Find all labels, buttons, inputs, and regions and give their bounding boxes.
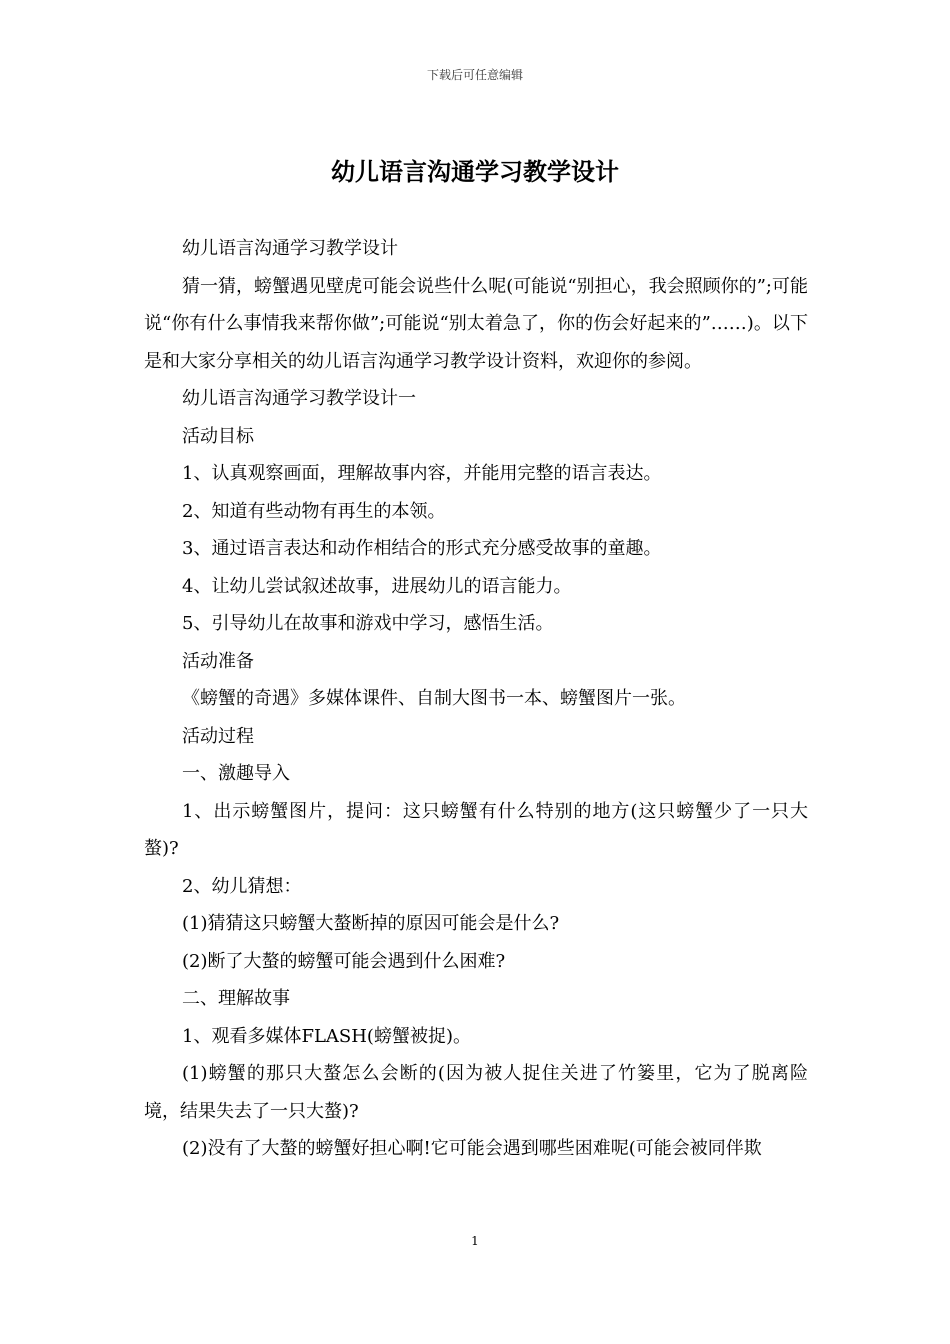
paragraph: 活动过程 — [182, 725, 254, 747]
paragraph: (1)螃蟹的那只大螯怎么会断的(因为被人捉住关进了竹篓里，它为了脱离险境，结果失去了一只大螯)? — [144, 1063, 808, 1122]
paragraph: 一、激趣导入 — [182, 763, 290, 784]
paragraph: 5、引导幼儿在故事和游戏中学习，感悟生活。 — [182, 613, 554, 634]
paragraph: 猜一猜，螃蟹遇见壁虎可能会说些什么呢(可能说“别担心，我会照顾你的”;可能说“你有什么事情我来帮你做”;可能说“别太着急了，你的伤会好起来的”……)。以下是和大家分享相关的幼儿语言沟通学习教学设计资料，欢迎你的参阅。 — [144, 275, 808, 372]
page-header-note: 下载后可任意编辑 — [426, 68, 523, 82]
paragraph: (2)断了大螯的螃蟹可能会遇到什么困难? — [182, 950, 506, 972]
paragraph: 幼儿语言沟通学习教学设计 — [182, 238, 398, 259]
paragraph: 1、出示螃蟹图片，提问：这只螃蟹有什么特别的地方(这只螃蟹少了一只大螯)? — [144, 800, 808, 859]
paragraph: 二、理解故事 — [182, 988, 290, 1009]
paragraph: 活动目标 — [182, 425, 254, 447]
paragraph: 2、知道有些动物有再生的本领。 — [182, 500, 446, 522]
document-body — [144, 230, 808, 1168]
paragraph: 幼儿语言沟通学习教学设计一 — [182, 388, 416, 409]
document-title: 幼儿语言沟通学习教学设计 — [331, 157, 619, 186]
paragraph: (2)没有了大螯的螃蟹好担心啊!它可能会遇到哪些困难呢(可能会被同伴欺 — [182, 1138, 762, 1159]
paragraph: 1、观看多媒体FLASH(螃蟹被捉)。 — [182, 1025, 471, 1047]
paragraph: 活动准备 — [182, 650, 254, 672]
paragraph: 4、让幼儿尝试叙述故事，进展幼儿的语言能力。 — [182, 575, 572, 597]
paragraph: 《螃蟹的奇遇》多媒体课件、自制大图书一本、螃蟹图片一张。 — [182, 688, 686, 709]
paragraph: 1、认真观察画面，理解故事内容，并能用完整的语言表达。 — [182, 463, 662, 484]
page-number: 1 — [471, 1234, 479, 1248]
paragraph: (1)猜猜这只螃蟹大螯断掉的原因可能会是什么? — [182, 913, 560, 934]
paragraph: 2、幼儿猜想： — [182, 875, 302, 897]
paragraph: 3、通过语言表达和动作相结合的形式充分感受故事的童趣。 — [182, 538, 662, 559]
